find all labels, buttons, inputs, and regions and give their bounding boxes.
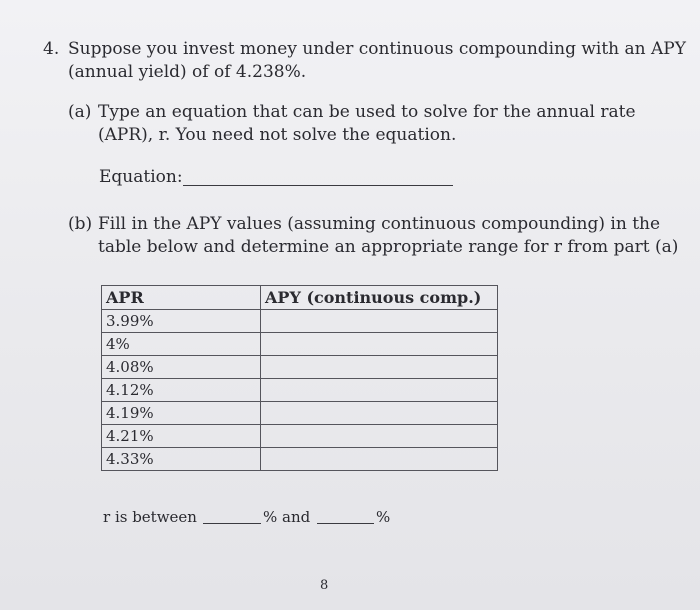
table-row: [102, 402, 498, 425]
table-header-row: [102, 286, 498, 310]
apy-answer-cell[interactable]: [261, 402, 498, 425]
table-row: [102, 379, 498, 402]
table-row: [102, 356, 498, 379]
header-apy: APY (continuous comp.): [261, 286, 498, 310]
apr-cell: 4%: [102, 333, 261, 356]
apr-cell: 4.19%: [102, 402, 261, 425]
apy-answer-cell[interactable]: [261, 425, 498, 448]
range-prefix: r is between: [103, 508, 197, 526]
range-middle: % and: [263, 508, 311, 526]
range-suffix: %: [376, 508, 391, 526]
equation-answer-blank[interactable]: [183, 185, 453, 186]
apy-answer-cell[interactable]: [261, 448, 498, 471]
apr-apy-table: [101, 285, 498, 471]
table-row: [102, 448, 498, 471]
part-b-line-1: Fill in the APY values (assuming continuous compounding) in the: [98, 214, 661, 234]
apr-cell: 4.12%: [102, 379, 261, 402]
apy-answer-cell[interactable]: [261, 310, 498, 333]
question-line-2: (annual yield) of of 4.238%.: [68, 62, 307, 82]
apr-cell: 4.33%: [102, 448, 261, 471]
apy-answer-cell[interactable]: [261, 333, 498, 356]
table-row: [102, 333, 498, 356]
part-b-label: (b): [68, 214, 93, 234]
question-number: 4.: [43, 39, 60, 59]
equation-label: Equation:: [99, 167, 183, 187]
page-number: 8: [320, 578, 329, 593]
apr-cell: 4.21%: [102, 425, 261, 448]
apy-answer-cell[interactable]: [261, 356, 498, 379]
part-a-label: (a): [68, 102, 92, 122]
range-lower-blank[interactable]: [203, 523, 261, 524]
part-b-line-2: table below and determine an appropriate range for r from part (a): [98, 237, 679, 257]
header-apr: APR: [102, 286, 261, 310]
apr-cell: 4.08%: [102, 356, 261, 379]
apr-cell: 3.99%: [102, 310, 261, 333]
range-upper-blank[interactable]: [317, 523, 374, 524]
table-row: [102, 425, 498, 448]
part-a-line-2: (APR), r. You need not solve the equation.: [98, 125, 457, 145]
table-row: [102, 310, 498, 333]
question-line-1: Suppose you invest money under continuous compounding with an APY: [68, 39, 686, 59]
apy-answer-cell[interactable]: [261, 379, 498, 402]
part-a-line-1: Type an equation that can be used to solve for the annual rate: [98, 102, 636, 122]
